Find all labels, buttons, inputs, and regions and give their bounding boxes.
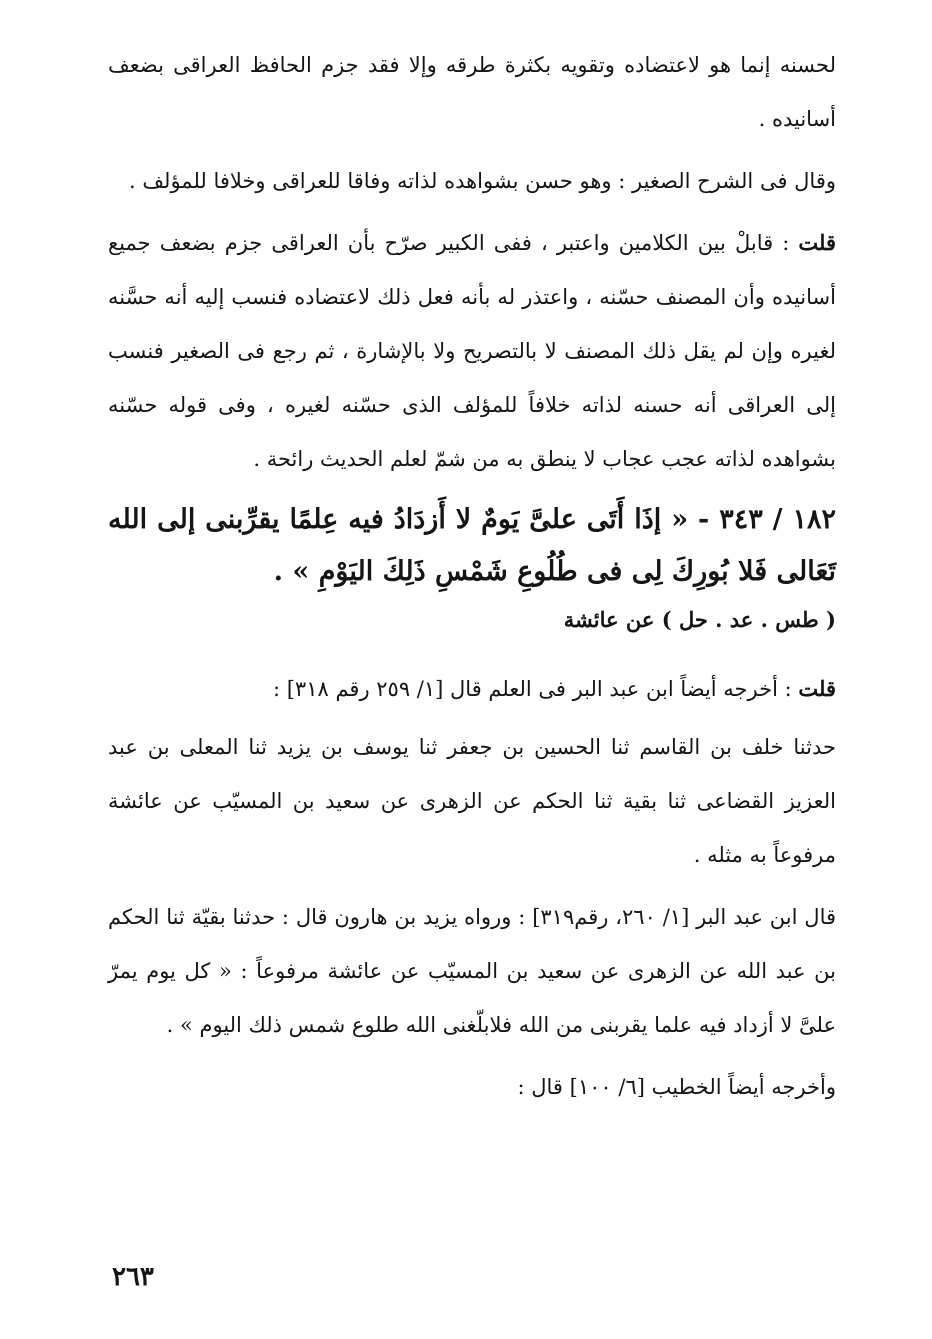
paragraph-5 bbox=[108, 720, 836, 882]
paragraph-6 bbox=[108, 890, 836, 1052]
hadith-text: « إذَا أَتَى علىَّ يَومٌ لا أَزدَادُ فيه عِلمًا يقرِّبنى إلى الله تَعَالى فَلا بُورِكَ لِى فى طُلُوعِ شَمْسِ ذَلِكَ اليَوْمِ » . bbox=[108, 504, 836, 587]
paragraph-7-text: وأخرجه أيضاً الخطيب [٦/ ١٠٠] قال : bbox=[517, 1075, 836, 1099]
page-number: ٢٦٣ bbox=[112, 1262, 154, 1292]
hadith-source: ( طس . عد . حل ) عن عائشة bbox=[563, 607, 836, 632]
paragraph-4 bbox=[108, 662, 836, 716]
paragraph-7 bbox=[108, 1060, 836, 1114]
page-body bbox=[108, 38, 836, 1122]
paragraph-6-text: قال ابن عبد البر [١/ ٢٦٠، رقم٣١٩] : ورواه يزيد بن هارون قال : حدثنا بقيّة ثنا الحكم بن عبد الله عن الزهرى عن سعيد بن المسيّب عن عائشة مرفوعاً : « كل يوم يمرّ علىَّ لا أزداد فيه علما يقربنى من الله فلابلّغنى الله طلوع شمس ذلك اليوم » . bbox=[108, 905, 837, 1037]
paragraph-2 bbox=[108, 154, 836, 208]
paragraph-4-text: : أخرجه أيضاً ابن عبد البر فى العلم قال [١/ ٢٥٩ رقم ٣١٨] : bbox=[272, 677, 799, 701]
paragraph-2-text: وقال فى الشرح الصغير : وهو حسن بشواهده لذاته وفاقا للعراقى وخلافا للمؤلف . bbox=[128, 169, 836, 193]
hadith-entry bbox=[108, 494, 836, 598]
paragraph-1 bbox=[108, 38, 836, 146]
paragraph-3 bbox=[108, 216, 836, 486]
paragraph-1-text: لحسنه إنما هو لاعتضاده وتقويه بكثرة طرقه وإلا فقد جزم الحافظ العراقى بضعف أسانيده . bbox=[108, 53, 836, 131]
paragraph-4-lead: قلت bbox=[798, 676, 836, 701]
paragraph-3-lead: قلت bbox=[798, 230, 836, 255]
hadith-number: ١٨٢ / ٣٤٣ - bbox=[698, 504, 836, 535]
paragraph-3-text: : قابلْ بين الكلامين واعتبر ، ففى الكبير صرّح بأن العراقى جزم بضعف جميع أسانيده وأن المصنف حسّنه ، واعتذر له بأنه فعل ذلك لاعتضاده فنسب إليه أنه حسَّنه لغيره وإن لم يقل ذلك المصنف لا بالتصريح ولا بالإشارة ، ثم رجع فى الصغير فنسب إلى العراقى أنه حسنه لذاته خلافاً للمؤلف الذى حسّنه لغيره ، وفى قوله حسّنه بشواهده لذاته عجب عجاب لا ينطق به من شمّ لعلم الحديث رائحة . bbox=[108, 231, 836, 471]
paragraph-5-text: حدثنا خلف بن القاسم ثنا الحسين بن جعفر ثنا يوسف بن يزيد ثنا المعلى بن عبد العزيز القضاعى ثنا بقية ثنا الحكم عن الزهرى عن سعيد بن المسيّب عن عائشة مرفوعاً به مثله . bbox=[108, 735, 836, 867]
